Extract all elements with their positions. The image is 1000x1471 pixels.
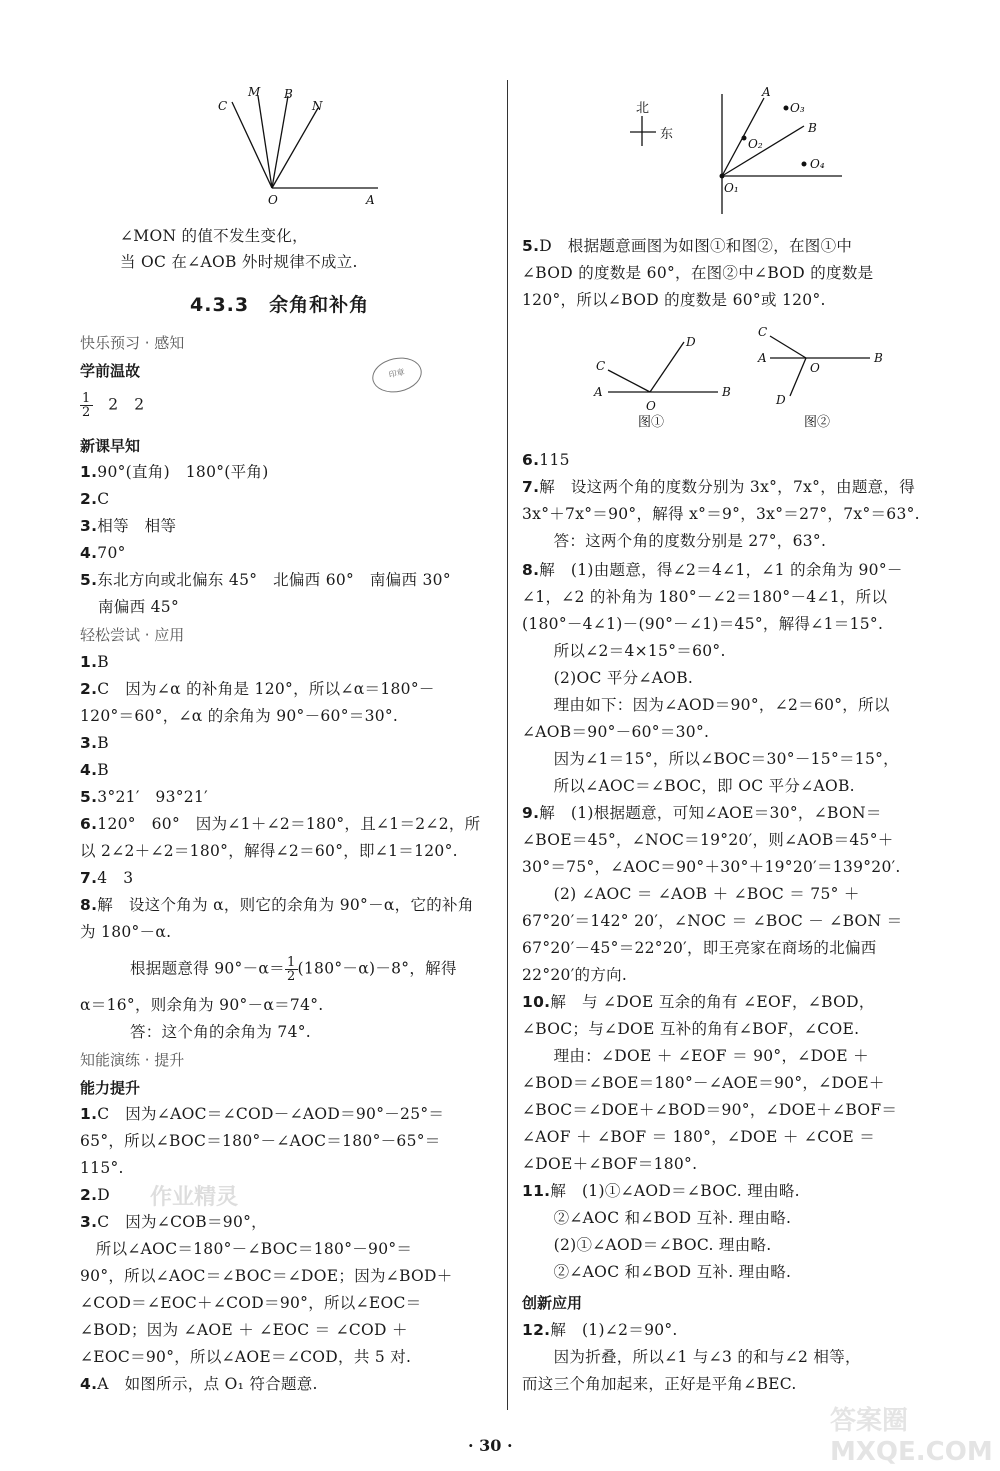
list-item: ∠AOB＝90°－60°＝30°. (522, 723, 710, 741)
figure-caption: 图② (804, 415, 831, 430)
list-item: ②∠AOC 和∠BOD 互补. 理由略. (522, 1209, 792, 1227)
list-item: ∠1，∠2 的补角为 180°－∠2＝180°－4∠1，所以 (522, 588, 888, 606)
fig-label: O (810, 361, 820, 375)
watermark-logo-icon: 答案圈 MXQE.COM (830, 1406, 993, 1467)
list-item: 5.D 根据题意画图为如图①和图②，在图①中 (522, 237, 853, 255)
text-line: $\frac{1}{2}$ 2 2 (82, 391, 145, 420)
compass-north: 北 (636, 101, 650, 116)
page-number: · 30 · (468, 1436, 513, 1455)
list-item: 2.C (80, 490, 110, 508)
compass-icon (626, 98, 686, 158)
list-item: 而这三个角加起来，正好是平角∠BEC. (522, 1375, 797, 1393)
list-item: 7.4 3 (80, 869, 134, 887)
list-item: 6.120° 60° 因为∠1＋∠2＝180°，且∠1＝2∠2，所 (80, 815, 481, 833)
figure-1 (588, 330, 738, 430)
list-item: ∠BOD；因为 ∠AOE ＋ ∠EOC ＝ ∠COD ＋ (80, 1321, 408, 1339)
list-item: 3.相等 相等 (80, 517, 177, 535)
list-item: (2)OC 平分∠AOB. (522, 669, 694, 687)
list-item: 因为∠1＝15°，所以∠BOC＝30°－15°＝15°， (522, 750, 899, 768)
list-item: 5.3°21′ 93°21′ (80, 788, 208, 806)
list-item: (2)①∠AOD＝∠BOC. 理由略. (522, 1236, 772, 1254)
list-item: ②∠AOC 和∠BOD 互补. 理由略. (522, 1263, 792, 1281)
text-line: 当 OC 在∠AOB 外时规律不成立. (120, 253, 358, 271)
list-item: 9.解 (1)根据题意，可知∠AOE＝30°，∠BON＝ (522, 804, 882, 822)
list-item: 4.B (80, 761, 109, 779)
fig-label: C (758, 325, 768, 339)
list-item: 3.B (80, 734, 109, 752)
coordinate-figure (700, 82, 850, 222)
figure-2 (754, 322, 894, 430)
section-banner: 快乐预习 · 感知 (80, 334, 185, 352)
list-item: 10.解 与 ∠DOE 互余的角有 ∠EOF，∠BOD， (522, 993, 875, 1011)
list-item: 答：这两个角的度数分别是 27°，63°. (522, 532, 827, 550)
text-line: α＝16°，则余角为 90°－α＝74°. (80, 996, 324, 1014)
list-item: ∠BOD＝∠BOE＝180°－∠AOE＝90°，∠DOE＋ (522, 1074, 885, 1092)
fig-label: A (762, 85, 771, 99)
equation-line: 根据题意得 90°－α＝ $\frac{1}{2}$ (180°－α)－8°，解得 (130, 955, 457, 984)
fig-label: B (874, 351, 883, 365)
fig-label: C (218, 99, 228, 113)
list-item: 4.A 如图所示，点 O₁ 符合题意. (80, 1375, 318, 1393)
list-item: 6.115 (522, 451, 570, 469)
list-item: ∠BOE＝45°，∠NOC＝19°20′，则∠AOB＝45°＋ (522, 831, 894, 849)
fig-label: O₄ (810, 157, 825, 171)
list-item: ∠AOF ＋ ∠BOF ＝ 180°，∠DOE ＋ ∠COE ＝ (522, 1128, 875, 1146)
fig-label: M (248, 85, 261, 99)
list-item: 120°＝60°，∠α 的余角为 90°－60°＝30°. (80, 707, 399, 725)
list-item: 7.解 设这两个角的度数分别为 3x°，7x°，由题意，得 (522, 478, 916, 496)
fig-label: B (284, 87, 293, 101)
list-item: ∠BOD 的度数是 60°，在图②中∠BOD 的度数是 (522, 264, 874, 282)
watermark-icon: 作业精灵 (150, 1185, 239, 1210)
fig-label: O₂ (748, 137, 763, 151)
list-item: 3.C 因为∠COB＝90°， (80, 1213, 267, 1231)
subheading: 学前温故 (80, 362, 141, 380)
fig-label: O₁ (724, 181, 739, 195)
list-item: 22°20′的方向. (522, 966, 628, 984)
subheading: 创新应用 (522, 1294, 583, 1312)
fig-label: D (776, 393, 786, 407)
list-item: 120°，所以∠BOD 的度数是 60°或 120°. (522, 291, 826, 309)
list-item: 11.解 (1)①∠AOD＝∠BOC. 理由略. (522, 1182, 800, 1200)
list-item: 南偏西 45° (98, 598, 180, 616)
list-item: 1.B (80, 653, 109, 671)
list-item: (180°－4∠1)－(90°－∠1)＝45°，解得∠1＝15°. (522, 615, 884, 633)
fig-label: O₃ (790, 101, 805, 115)
fig-label: D (686, 335, 696, 349)
list-item: 3x°＋7x°＝90°，解得 x°＝9°，3x°＝27°，7x°＝63°. (522, 505, 920, 523)
list-item: 8.解 设这个角为 α，则它的余角为 90°－α，它的补角 (80, 896, 474, 914)
list-item: ∠EOC＝90°，所以∠AOE＝∠COD，共 5 对. (80, 1348, 412, 1366)
list-item: 以 2∠2＋∠2＝180°，解得∠2＝60°，即∠1＝120°. (80, 842, 458, 860)
list-item: ∠BOC；与∠DOE 互补的角有∠BOF，∠COE. (522, 1020, 860, 1038)
text-line: 答：这个角的余角为 74°. (130, 1023, 312, 1041)
section-banner: 轻松尝试 · 应用 (80, 626, 185, 644)
section-title: 4.3.3 余角和补角 (190, 294, 370, 316)
list-item: 12.解 (1)∠2＝90°. (522, 1321, 678, 1339)
figure-caption: 图① (638, 415, 665, 430)
list-item: ∠COD＝∠EOC＋∠COD＝90°，所以∠EOC＝ (80, 1294, 422, 1312)
list-item: 所以∠AOC＝∠BOC，即 OC 平分∠AOB. (522, 777, 855, 795)
fig-label: O (268, 193, 278, 207)
list-item: 8.解 (1)由题意，得∠2＝4∠1，∠1 的余角为 90°－ (522, 561, 903, 579)
list-item: 理由：∠DOE ＋ ∠EOF ＝ 90°，∠DOE ＋ (522, 1047, 869, 1065)
section-banner: 知能演练 · 提升 (80, 1051, 185, 1069)
list-item: 5.东北方向或北偏东 45° 北偏西 60° 南偏西 30° (80, 571, 451, 589)
fig-label: C (596, 359, 606, 373)
list-item: 67°20′－45°＝22°20′，即王亮家在商场的北偏西 (522, 939, 877, 957)
stamp-icon: 印章 (369, 353, 425, 397)
list-item: 1.90°(直角) 180°(平角) (80, 463, 269, 481)
list-item: ∠BOC＝∠DOE＋∠BOD＝90°，∠DOE＋∠BOF＝ (522, 1101, 898, 1119)
fig-label: A (594, 385, 603, 399)
fig-label: B (808, 121, 817, 135)
list-item: 2.D (80, 1186, 111, 1204)
list-item: 理由如下：因为∠AOD＝90°，∠2＝60°，所以 (522, 696, 890, 714)
list-item: 115°. (80, 1159, 124, 1177)
subheading: 能力提升 (80, 1079, 141, 1097)
text-line: ∠MON 的值不发生变化， (120, 227, 308, 245)
list-item: 所以∠AOC＝180°－∠BOC＝180°－90°＝ (80, 1240, 413, 1258)
list-item: 90°，所以∠AOC＝∠BOC＝∠DOE；因为∠BOD＋ (80, 1267, 453, 1285)
fig-label: A (366, 193, 375, 207)
list-item: 4.70° (80, 544, 126, 562)
list-item: 1.C 因为∠AOC＝∠COD－∠AOD＝90°－25°＝ (80, 1105, 445, 1123)
list-item: 所以∠2＝4×15°＝60°. (522, 642, 726, 660)
list-item: (2) ∠AOC ＝ ∠AOB ＋ ∠BOC ＝ 75° ＋ (522, 885, 860, 903)
fig-label: B (722, 385, 731, 399)
list-item: 2.C 因为∠α 的补角是 120°，所以∠α＝180°－ (80, 680, 435, 698)
compass-east: 东 (660, 127, 674, 142)
list-item: 为 180°－α. (80, 923, 172, 941)
list-item: 30°＝75°，∠AOC＝90°＋30°＋19°20′＝139°20′. (522, 858, 901, 876)
list-item: 65°，所以∠BOC＝180°－∠AOC＝180°－65°＝ (80, 1132, 441, 1150)
list-item: 67°20′＝142° 20′，∠NOC ＝ ∠BOC － ∠BON ＝ (522, 912, 903, 930)
column-divider (507, 80, 508, 1410)
fig-label: O (646, 399, 656, 413)
list-item: ∠DOE＋∠BOF＝180°. (522, 1155, 698, 1173)
fig-label: N (312, 99, 323, 113)
subheading: 新课早知 (80, 437, 141, 455)
angle-figure-mon (210, 80, 390, 210)
list-item: 因为折叠，所以∠1 与∠3 的和与∠2 相等， (522, 1348, 861, 1366)
fig-label: A (758, 351, 767, 365)
